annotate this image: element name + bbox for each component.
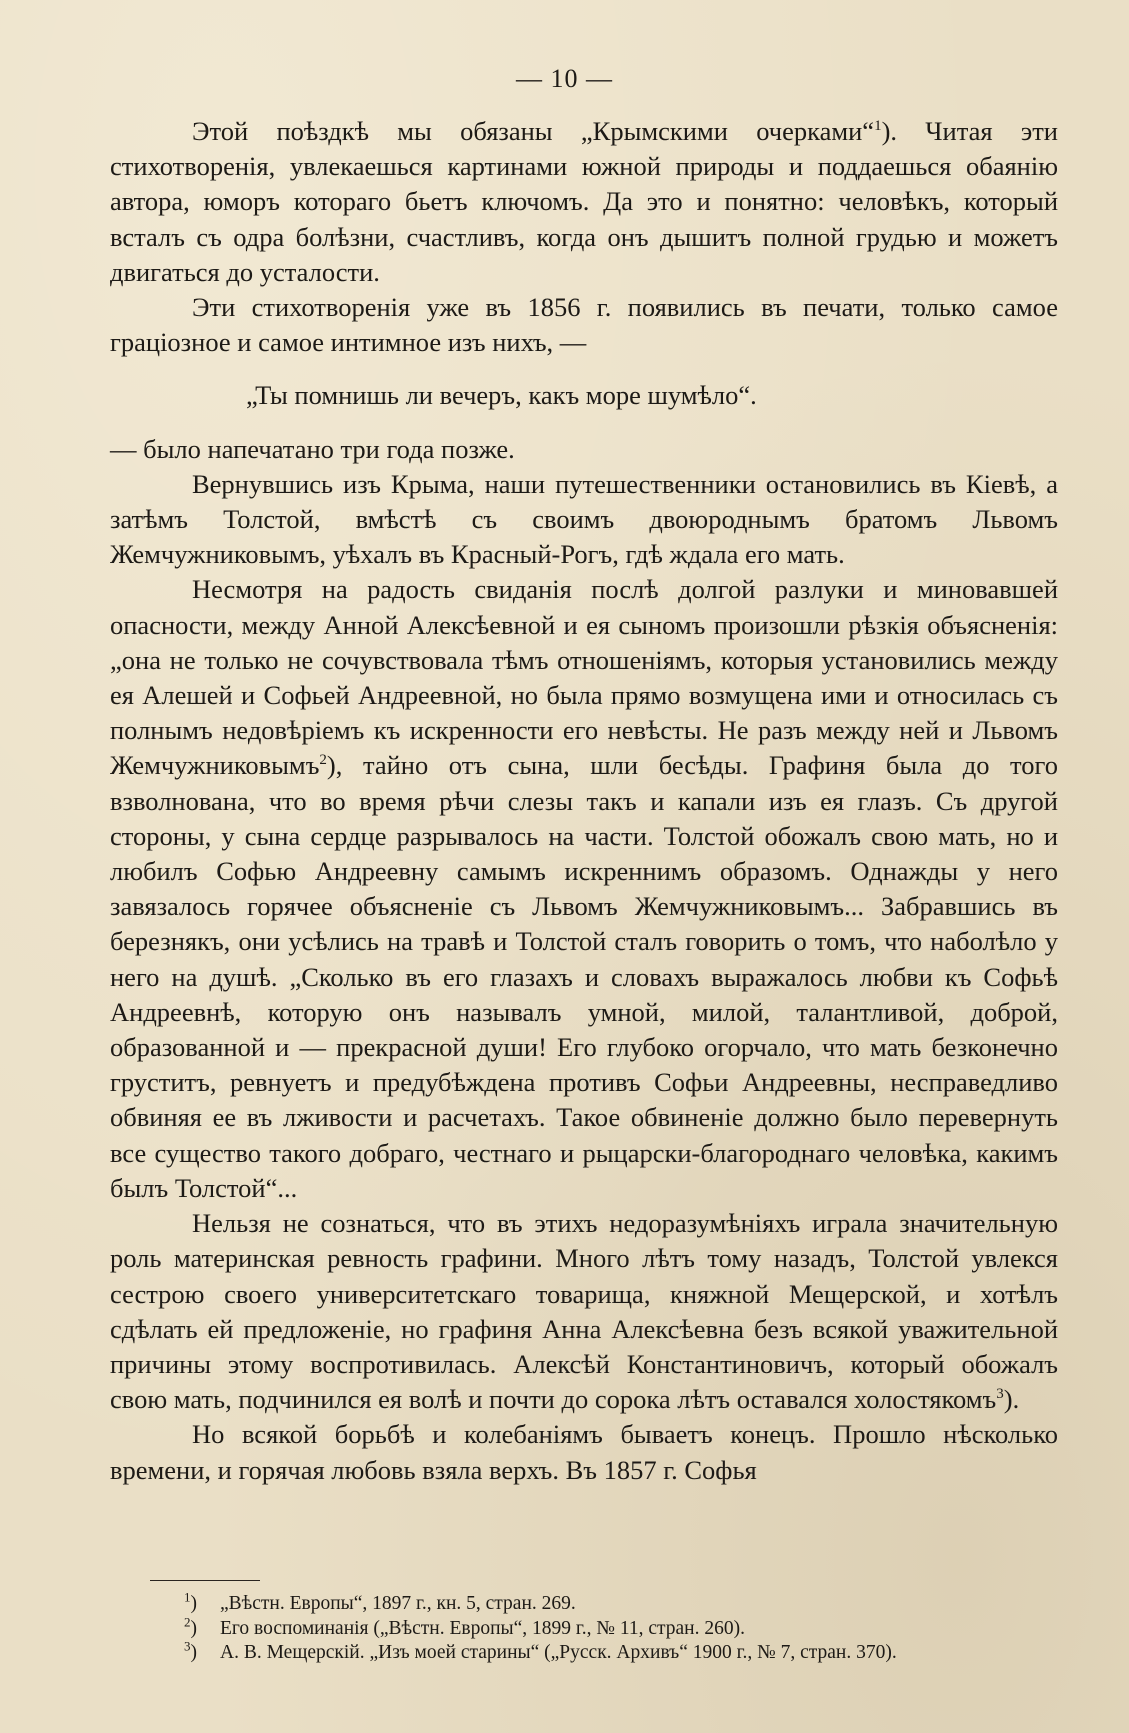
footnote-3 [184,1638,1084,1666]
footnote-ref-2[interactable]: 2 [319,752,327,769]
main-text [110,114,1058,1488]
paragraph-crimea [110,114,1058,290]
footnote-number: $^3$) [184,1638,197,1663]
footnote-divider [150,1580,260,1581]
paragraph-text: Этой поѣздкѣ мы обязаны „Крымскими очерками“ [192,116,875,146]
footnote-number-text: 2 [184,1614,191,1629]
paragraph-text: ), тайно отъ сына, шли бесѣды. Графиня была до того взволнована, что во время рѣчи слезы такъ и капали изъ ея глазъ. Съ другой стороны, у сына сердце разрывалось на части. Толстой обожалъ свою мать, но и любилъ Софью Андреевну самымъ искреннимъ образомъ. Однажды у него завязалось горячее объясненіе съ Львомъ Жемчужниковымъ... Забравшись въ березнякъ, они усѣлись на травѣ и Толстой сталъ говорить о томъ, что наболѣло у него на душѣ. „Сколько въ его глазахъ и словахъ выражалось любви къ Софьѣ Андреевнѣ, которую онъ называлъ умной, милой, талантливой, доброй, образованной и — прекрасной души! Его глубоко огорчало, что мать безконечно груститъ, ревнуетъ и предубѣждена противъ Софьи Андреевны, несправедливо обвиняя ее въ лживости и расчетахъ. Такое обвиненіе должно было перевернуть все существо такого добраго, честнаго и рыцарски-благороднаго человѣка, какимъ былъ Толстой“... [110,750,1058,1203]
footnote-number-text: 3 [184,1638,191,1654]
paragraph-jealousy [110,1206,1058,1417]
footnote-text: А. В. Мещерскій. „Изъ моей старины“ („Русск. Архивъ“ 1900 г., № 7, стран. 370). [220,1642,897,1663]
footnotes [184,1589,1084,1666]
footnote-ref-1[interactable]: 1 [874,118,882,135]
footnote-1 [184,1589,1084,1617]
footnote-text: Его воспоминанія („Вѣстн. Европы“, 1899 г., № 11, стран. 260). [220,1617,745,1639]
paragraph-after-quote: — было напечатано три года позже. [110,433,515,464]
paragraph-text: ). Читая эти стихотворенія, увлекаешься картинами южной природы и поддаешься обаянію автора, юморъ котораго бьетъ ключомъ. Да это и понятно: человѣкъ, который всталъ съ одра болѣзни, счастливъ, когда онъ дышитъ полной грудью и можетъ двигаться до усталости. [110,116,1058,287]
footnote-text: „Вѣстн. Европы“, 1897 г., кн. 5, стран. 269. [220,1593,576,1614]
footnote-number-text: 1 [184,1589,191,1605]
paragraph-text: ). [1003,1384,1020,1415]
paragraph-kiev: Вернувшись изъ Крыма, наши путешественники остановились въ Кіевѣ, а затѣмъ Толстой, вмѣстѣ съ своимъ двоюроднымъ братомъ Львомъ Жемчужниковымъ, уѣхалъ въ Красный-Рогъ, гдѣ ждала его мать. [110,468,1058,570]
paragraph-poems: Эти стихотворенія уже въ 1856 г. появились въ печати, только самое граціозное и самое интимное изъ нихъ, — [110,292,1058,358]
paragraph-end: Но всякой борьбѣ и колебаніямъ бываетъ конецъ. Прошло нѣсколько времени, и горячая любовь взяла верхъ. Въ 1857 г. Софья [110,1419,1058,1485]
footnote-2 [184,1614,1084,1642]
paragraph-text: Несмотря на радость свиданія послѣ долгой разлуки и миновавшей опасности, между Анной Алексѣевной и ея сыномъ произошли рѣзкія объясненія: „она не только не сочувствовала тѣмъ отношеніямъ, которыя установились между ея Алешей и Софьей Андреевной, но была прямо возмущена ими и относилась съ полнымъ недовѣріемъ къ искренности его невѣсты. Не разъ между ней и Львомъ Жемчужниковымъ [110,574,1058,781]
footnote-number: $^1$) [184,1589,197,1614]
paragraph-text: Нельзя не сознаться, что въ этихъ недоразумѣніяхъ играла значительную роль материнская ревность графини. Много лѣтъ тому назадъ, Толстой увлекся сестрою своего университетскаго товарища, княжной Мещерской, и хотѣлъ сдѣлать ей предложеніе, но графиня Анна Алексѣевна безъ всякой уважительной причины этому воспротивилась. Алексѣй Константиновичъ, который обожалъ свою мать, подчинился ея волѣ и почти до сорока лѣтъ оставался холостякомъ [110,1208,1058,1415]
quoted-line: „Ты помнишь ли вечеръ, какъ море шумѣло“. [246,380,757,411]
footnote-ref-3[interactable]: 3 [996,1386,1004,1403]
footnote-number: $^2$) [184,1614,197,1639]
paragraph-explanations [110,572,1058,1206]
page-number: — 10 — [516,64,613,93]
